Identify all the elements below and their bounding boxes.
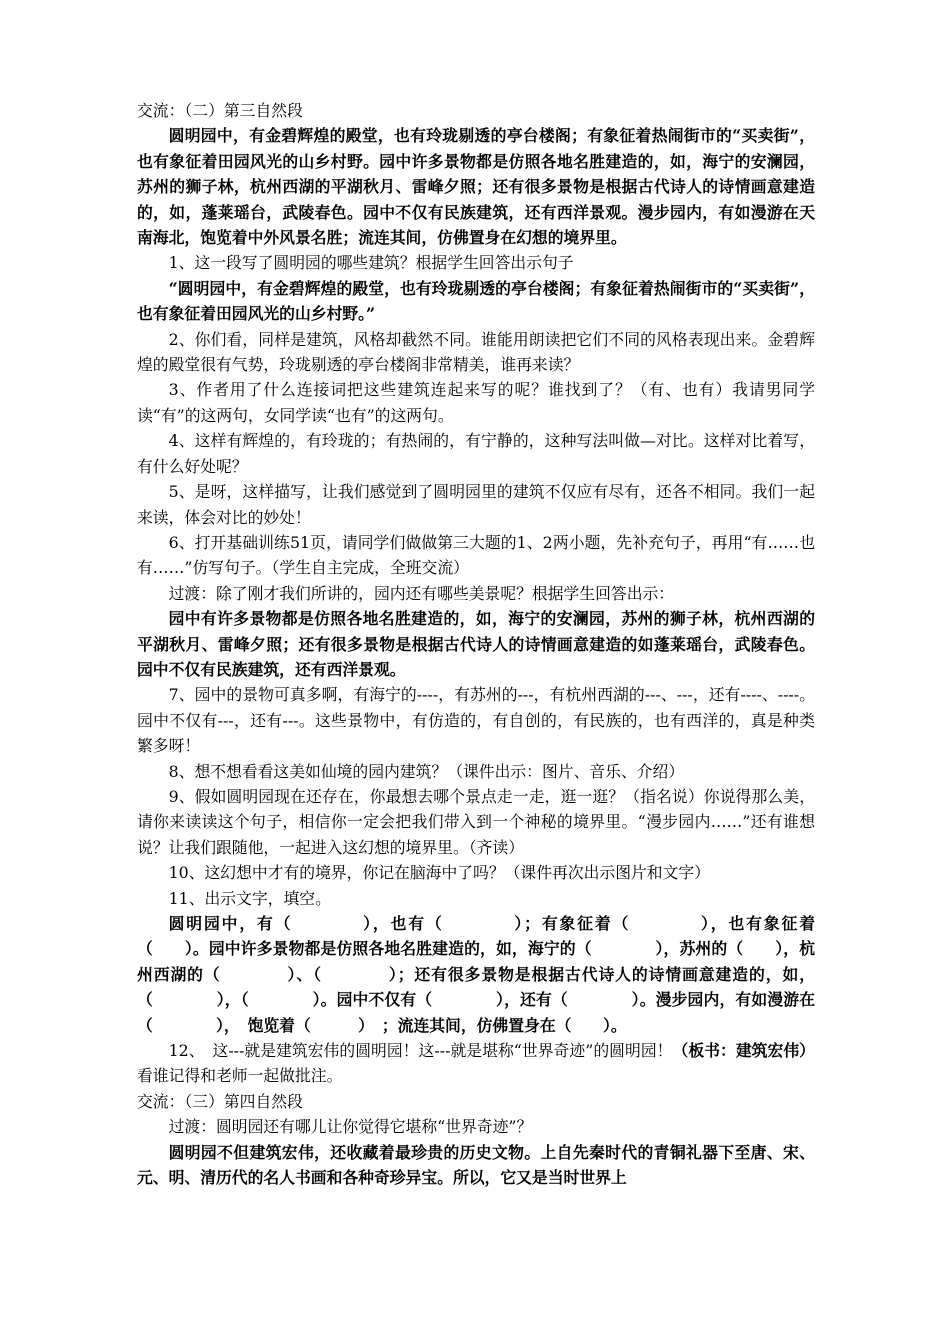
question-2: 2、你们看，同样是建筑，风格却截然不同。谁能用朗读把它们不同的风格表现出来。金碧辉煌的殿堂很有气势，玲珑剔透的亭台楼阁非常精美，谁再来读？ (137, 329, 815, 375)
quoted-sentence: “圆明园中，有金碧辉煌的殿堂，也有玲珑剔透的亭台楼阁；有象征着热闹街市的“买卖街”，也有象征着田园风光的山乡村野。” (137, 278, 815, 324)
section-heading-paragraph-3: 交流：（二）第三自然段 (137, 101, 303, 120)
paragraph-3-text: 圆明园中，有金碧辉煌的殿堂，也有玲珑剔透的亭台楼阁；有象征着热闹街市的“买卖街”，也有象征着田园风光的山乡村野。园中许多景物都是仿照各地名胜建造的，如，海宁的安澜园，苏州的狮子林，杭州西湖的平湖秋月、雷峰夕照；还有很多景物是根据古代诗人的诗情画意建造的，如，蓬莱瑶台，武陵春色。园中不仅有民族建筑，还有西洋景观。漫步园内，有如漫游在天南海北，饱览着中外风景名胜；流连其间，仿佛置身在幻想的境界里。 (137, 126, 815, 248)
transition-1: 过渡：除了刚才我们所讲的，园内还有哪些美景呢？根据学生回答出示： (168, 583, 675, 603)
blackboard-note: （板书：建筑宏伟） (672, 1041, 815, 1061)
question-5: 5、是呀，这样描写，让我们感觉到了圆明园里的建筑不仅应有尽有，还各不相同。我们一起来读，体会对比的妙处！ (137, 482, 815, 527)
lesson-document (137, 98, 815, 1190)
question-12 (137, 1038, 815, 1089)
question-1: 1、这一段写了圆明园的哪些建筑？根据学生回答出示句子 (168, 253, 574, 273)
section-heading-paragraph-4: 交流：（三）第四自然段 (137, 1091, 303, 1111)
question-3: 3、作者用了什么连接词把这些建筑连起来写的呢？谁找到了？（有、也有）我请男同学读“有”的这两句，女同学读“也有”的这两句。 (137, 380, 815, 425)
question-10: 10、这幻想中才有的境界，你记在脑海中了吗？（课件再次出示图片和文字） (168, 863, 710, 883)
question-6: 6、打开基础训练51页，请同学们做做第三大题的1、2两小题，先补充句子，再用“有……也有……”仿写句子。（学生自主完成，全班交流） (137, 532, 815, 578)
question-12-text: 12、 这---就是建筑宏伟的圆明园！这---就是堪称“世界奇迹”的圆明园！ (168, 1041, 673, 1061)
question-4: 4、这样有辉煌的，有玲珑的；有热闹的，有宁静的，这种写法叫做—对比。这样对比着写，有什么好处呢？ (137, 431, 815, 476)
fill-in-blank-passage: 圆明园中，有（ ），也有（ ）；有象征着（ ），也有象征着（ ）。园中许多景物都是仿照各地名胜建造的，如，海宁的（ ），苏州的（ ），杭州西湖的（ ）、（ ）；还有很多景物是根据古代诗人的诗情画意建造的，如，（ ），（ ）。园中不仅有（ ），还有（ ）。漫步园内，有如漫游在（ ）， 饱览着（ ） ；流连其间，仿佛置身在（ ）。 (137, 914, 815, 1035)
transition-2: 过渡：圆明园还有哪儿让你觉得它堪称“世界奇迹”？ (168, 1117, 533, 1137)
landscape-passage: 园中有许多景物都是仿照各地名胜建造的，如，海宁的安澜园，苏州的狮子林，杭州西湖的平湖秋月、雷峰夕照；还有很多景物是根据古代诗人的诗情画意建造的如蓬莱瑶台，武陵春色。园中不仅有民族建筑，还有西洋景观。 (137, 609, 815, 679)
paragraph-4-text: 圆明园不但建筑宏伟，还收藏着最珍贵的历史文物。上自先秦时代的青铜礼器下至唐、宋、元、明、清历代的名人书画和各种奇珍异宝。所以，它又是当时世界上 (137, 1142, 815, 1188)
question-12-tail: 看谁记得和老师一起做批注。 (137, 1066, 343, 1086)
question-9: 9、假如圆明园现在还存在，你最想去哪个景点走一走，逛一逛？（指名说）你说得那么美，请你来读读这个句子，相信你一定会把我们带入到一个神秘的境界里。“漫步园内……”还有谁想说？让我们跟随他，一起进入这幻想的境界里。（齐读） (137, 786, 815, 857)
question-8: 8、想不想看看这美如仙境的园内建筑？（课件出示：图片、音乐、介绍） (168, 761, 685, 781)
question-11: 11、出示文字，填空。 (168, 888, 331, 908)
question-7: 7、园中的景物可真多啊，有海宁的----，有苏州的---，有杭州西湖的---、---，还有----、----。园中不仅有---，还有---。这些景物中，有仿造的，有自创的，有民族的，也有西洋的，真是种类繁多呀！ (137, 685, 815, 756)
